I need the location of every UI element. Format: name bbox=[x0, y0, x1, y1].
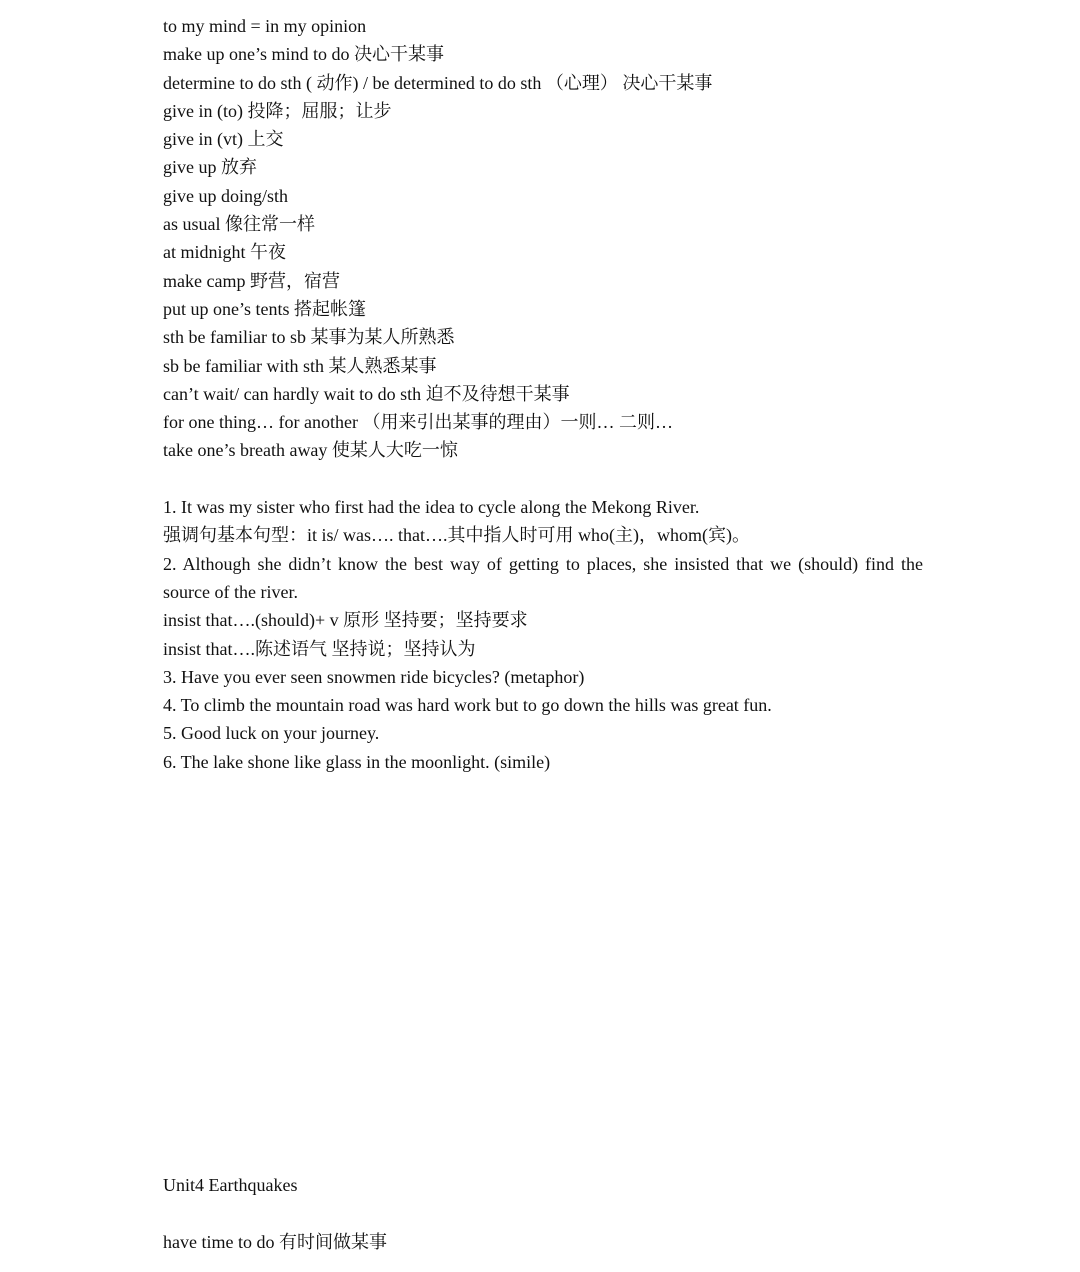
phrase-line: give up 放弃 bbox=[163, 157, 257, 178]
sentence-2-note: insist that….(should)+ v 原形 坚持要；坚持要求 bbox=[163, 610, 528, 631]
phrase-line: sb be familiar with sth 某人熟悉某事 bbox=[163, 355, 437, 376]
phrase-line: for one thing… for another （用来引出某事的理由）一则… 二则… bbox=[163, 412, 673, 433]
unit4-section bbox=[163, 1171, 923, 1256]
phrase-line: sth be familiar to sb 某事为某人所熟悉 bbox=[163, 327, 455, 348]
phrase-line: take one’s breath away 使某人大吃一惊 bbox=[163, 440, 458, 461]
sentence-2: 2. Although she didn’t know the best way of getting to places, she insisted that we (should) find the source of the river. bbox=[163, 553, 923, 602]
sentence-2-note: insist that….陈述语气 坚持说；坚持认为 bbox=[163, 638, 476, 659]
spacer bbox=[163, 465, 923, 493]
phrase-line: as usual 像往常一样 bbox=[163, 214, 315, 235]
phrase-line: put up one’s tents 搭起帐篷 bbox=[163, 298, 366, 319]
sentence-6: 6. The lake shone like glass in the moonlight. (simile) bbox=[163, 751, 551, 772]
sentence-4: 4. To climb the mountain road was hard work but to go down the hills was great fun. bbox=[163, 695, 772, 716]
sentence-5: 5. Good luck on your journey. bbox=[163, 723, 380, 744]
phrase-line: have time to do 有时间做某事 bbox=[163, 1231, 387, 1252]
spacer bbox=[163, 1199, 923, 1227]
phrase-line: to my mind = in my opinion bbox=[163, 16, 367, 36]
unit-heading: Unit4 Earthquakes bbox=[163, 1175, 298, 1195]
document-page bbox=[163, 12, 923, 776]
phrase-line: can’t wait/ can hardly wait to do sth 迫不及待想干某事 bbox=[163, 383, 570, 404]
sentence-3: 3. Have you ever seen snowmen ride bicycles? (metaphor) bbox=[163, 666, 585, 687]
phrase-line: make camp 野营，宿营 bbox=[163, 270, 340, 291]
phrase-line: give in (to) 投降；屈服；让步 bbox=[163, 100, 392, 121]
sentence-1-note: 强调句基本句型：it is/ was…. that….其中指人时可用 who(主)，whom(宾)。 bbox=[163, 525, 750, 546]
phrase-line: make up one’s mind to do 决心干某事 bbox=[163, 44, 444, 65]
phrase-line: at midnight 午夜 bbox=[163, 242, 286, 263]
phrase-line: give up doing/sth bbox=[163, 185, 288, 206]
sentence-1: 1. It was my sister who first had the idea to cycle along the Mekong River. bbox=[163, 497, 700, 518]
phrase-line: give in (vt) 上交 bbox=[163, 129, 284, 150]
phrase-line: determine to do sth ( 动作) / be determined to do sth （心理） 决心干某事 bbox=[163, 72, 713, 93]
